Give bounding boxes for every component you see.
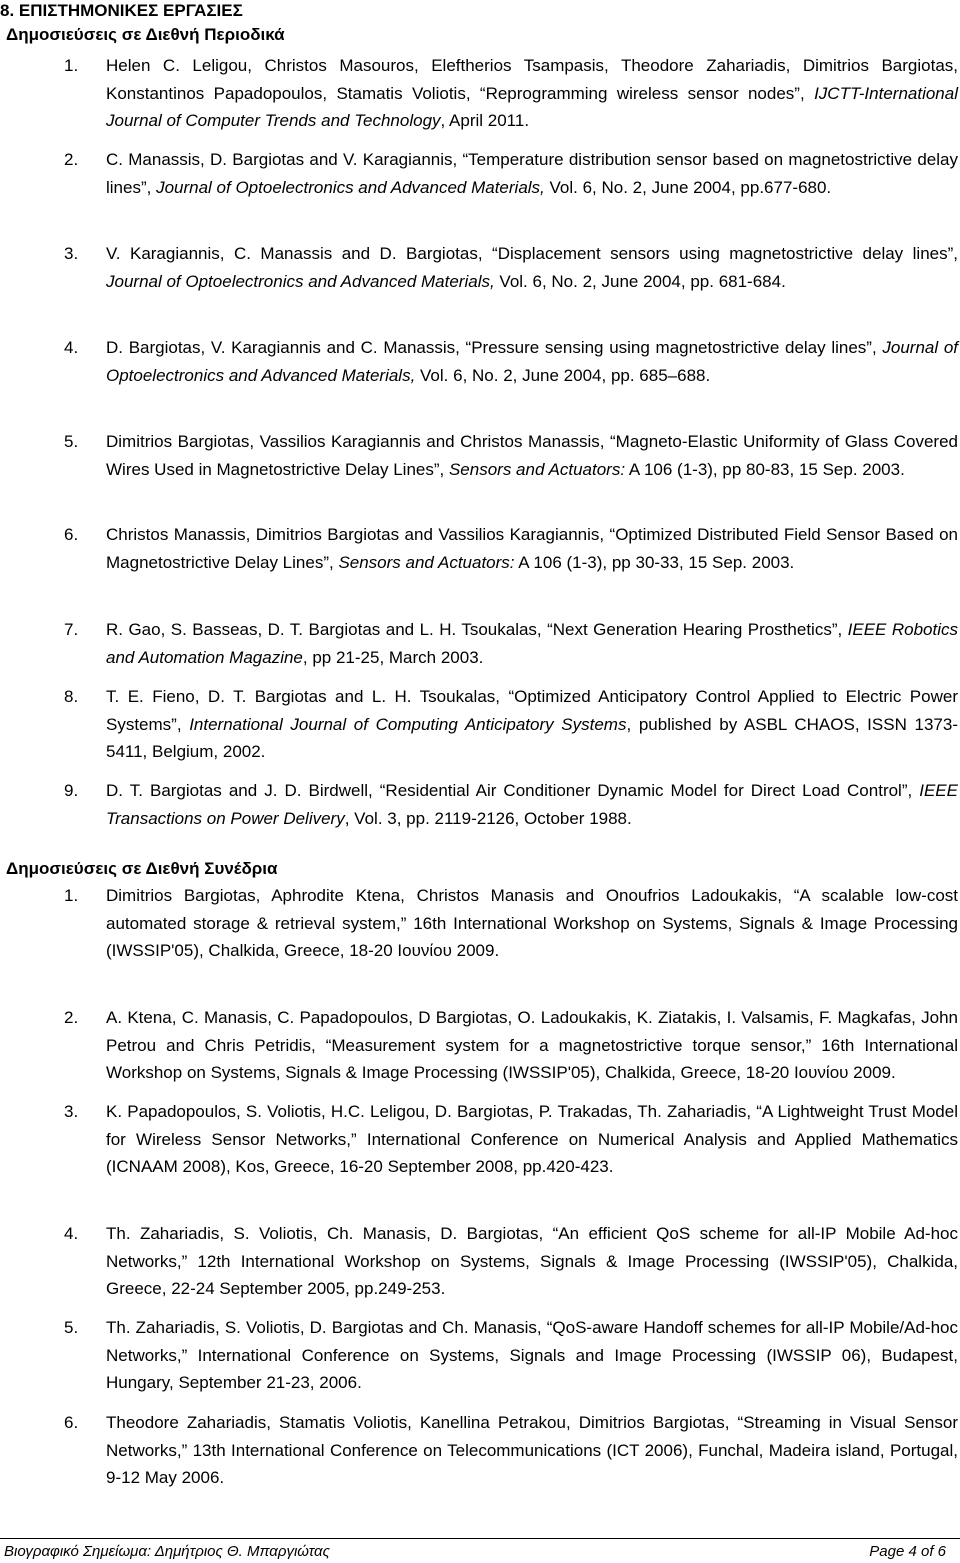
entry-number: 1. <box>64 56 79 75</box>
entry-number: 6. <box>64 1413 79 1432</box>
footer-rule <box>0 1538 960 1539</box>
entry-text: Christos Manassis, Dimitrios Bargiotas and Vassilios Karagiannis, “Optimized Distributed Field Sensor Based on Magnetostrictive Delay Lines”, <box>106 525 958 572</box>
journals-title: Δημοσιεύσεις σε Διεθνή Περιοδικά <box>6 25 285 44</box>
entry-number: 3. <box>64 1102 79 1121</box>
entry-text: Helen C. Leligou, Christos Masouros, Eleftherios Tsampasis, Theodore Zahariadis, Dimitrios Bargiotas, Konstantinos Papadopoulos, Stamatis Voliotis, “Reprogramming wireless sensor nodes”, <box>106 56 958 103</box>
entry-number: 4. <box>64 1224 79 1243</box>
journal-entry <box>64 616 958 671</box>
journal-entry <box>64 428 958 483</box>
entry-details: A 106 (1-3), pp 30-33, 15 Sep. 2003. <box>514 552 795 572</box>
journal-entry <box>64 521 958 576</box>
entry-number: 5. <box>64 1318 79 1337</box>
entry-number: 6. <box>64 525 79 544</box>
entry-text: R. Gao, S. Basseas, D. T. Bargiotas and L. H. Tsoukalas, “Next Generation Hearing Prosthetics”, <box>106 620 848 639</box>
entry-text: Theodore Zahariadis, Stamatis Voliotis, Kanellina Petrakou, Dimitrios Bargiotas, “Streaming in Visual Sensor Networks,” 13th International Conference on Telecommunications (ICT 2006), Funchal, Madeira island, Portugal, 9-12 May 2006. <box>106 1413 958 1487</box>
entry-venue: Sensors and Actuators: <box>338 552 515 572</box>
entry-text: Th. Zahariadis, S. Voliotis, D. Bargiotas and Ch. Manasis, “QoS-aware Handoff schemes for all-IP Mobile/Ad-hoc Networks,” International Conference on Systems, Signals and Image Processing (IWSSIP 06), Budapest, Hungary, September 21-23, 2006. <box>106 1318 958 1392</box>
entry-venue: Journal of Optoelectronics and Advanced Materials, <box>106 271 495 291</box>
entry-number: 5. <box>64 432 79 451</box>
entry-venue: Journal of Optoelectronics and Advanced Materials, <box>156 177 545 197</box>
entry-venue: IEEE Transactions on Power Delivery <box>106 781 958 828</box>
entry-text: D. Bargiotas, V. Karagiannis and C. Manassis, “Pressure sensing using magnetostrictive delay lines”, <box>106 338 883 357</box>
entry-venue: International Journal of Computing Anticipatory Systems <box>189 714 627 734</box>
entry-number: 9. <box>64 781 79 800</box>
entry-details: , Vol. 3, pp. 2119-2126, October 1988. <box>344 808 632 828</box>
entry-venue: IEEE Robotics and Automation Magazine <box>106 620 958 667</box>
entry-text: K. Papadopoulos, S. Voliotis, H.C. Leligou, D. Bargiotas, P. Trakadas, Th. Zahariadis, “A Lightweight Trust Model for Wireless Sensor Networks,” International Conference on Numerical Analysis and Applied Mathematics (ICNAAM 2008), Kos, Greece, 16-20 September 2008, pp.420-423. <box>106 1102 958 1176</box>
journal-entry <box>64 240 958 295</box>
entry-number: 2. <box>64 150 79 169</box>
conferences-title: Δημοσιεύσεις σε Διεθνή Συνέδρια <box>6 859 278 878</box>
entry-number: 3. <box>64 244 79 263</box>
entry-number: 2. <box>64 1008 79 1027</box>
journal-entry <box>64 334 958 389</box>
conference-entry <box>64 1098 958 1181</box>
entry-text: C. Manassis, D. Bargiotas and V. Karagiannis, “Temperature distribution sensor based on magnetostrictive delay lines”, <box>106 150 958 197</box>
journal-entry <box>64 52 958 135</box>
entry-text: D. T. Bargiotas and J. D. Birdwell, “Residential Air Conditioner Dynamic Model for Direct Load Control”, <box>106 781 920 800</box>
entry-number: 8. <box>64 687 79 706</box>
entry-details: Vol. 6, No. 2, June 2004, pp.677-680. <box>544 177 832 197</box>
entry-number: 7. <box>64 620 79 639</box>
entry-venue: IJCTT-International Journal of Computer Trends and Technology <box>106 83 958 130</box>
entry-text: Dimitrios Bargiotas, Vassilios Karagiannis and Christos Manassis, “Magneto-Elastic Uniformity of Glass Covered Wires Used in Magnetostrictive Delay Lines”, <box>106 432 958 479</box>
entry-text: Th. Zahariadis, S. Voliotis, Ch. Manasis, D. Bargiotas, “An efficient QoS scheme for all-IP Mobile Ad-hoc Networks,” 12th International Workshop on Systems, Signals & Image Processing (IWSSIP'05), Chalkida, Greece, 22-24 September 2005, pp.249-253. <box>106 1224 958 1298</box>
entry-details: , pp 21-25, March 2003. <box>302 647 484 667</box>
journal-entry <box>64 683 958 766</box>
entry-details: A 106 (1-3), pp 80-83, 15 Sep. 2003. <box>625 459 905 479</box>
conference-entry <box>64 1220 958 1303</box>
page-number: Page 4 of 6 <box>869 1543 946 1560</box>
entry-venue: Journal of Optoelectronics and Advanced Materials, <box>106 338 958 385</box>
journal-entry <box>64 777 958 832</box>
entry-details: , April 2011. <box>440 111 530 130</box>
conference-entry <box>64 1004 958 1087</box>
entry-venue: Sensors and Actuators: <box>448 459 626 479</box>
entry-number: 4. <box>64 338 79 357</box>
section-heading: 8. ΕΠΙΣΤΗΜΟΝΙΚΕΣ ΕΡΓΑΣΙΕΣ <box>0 1 243 20</box>
conference-entry <box>64 882 958 965</box>
footer-title: Βιογραφικό Σημείωμα: Δημήτριος Θ. Μπαργιώτας <box>4 1543 330 1560</box>
conference-entry <box>64 1409 958 1492</box>
entry-details: Vol. 6, No. 2, June 2004, pp. 685–688. <box>415 365 711 385</box>
entry-text: A. Ktena, C. Manasis, C. Papadopoulos, D Bargiotas, O. Ladoukakis, K. Ziatakis, I. Valsamis, F. Magkafas, John Petrou and Chris Petridis, “Measurement system for a magnetostrictive torque sensor,” 16th International Workshop on Systems, Signals & Image Processing (IWSSIP'05), Chalkida, Greece, 18-20 Ιουνίου 2009. <box>106 1008 958 1082</box>
entry-details: Vol. 6, No. 2, June 2004, pp. 681-684. <box>494 271 786 291</box>
journal-entry <box>64 146 958 201</box>
entry-number: 1. <box>64 886 79 905</box>
entry-text: T. E. Fieno, D. T. Bargiotas and L. H. Tsoukalas, “Optimized Anticipatory Control Applied to Electric Power Systems”, <box>106 687 958 734</box>
entry-text: V. Karagiannis, C. Manassis and D. Bargiotas, “Displacement sensors using magnetostrictive delay lines”, <box>106 244 958 263</box>
entry-text: Dimitrios Bargiotas, Aphrodite Ktena, Christos Manasis and Onoufrios Ladoukakis, “A scalable low-cost automated storage & retrieval system,” 16th International Workshop on Systems, Signals & Image Processing (IWSSIP'05), Chalkida, Greece, 18-20 Ιουνίου 2009. <box>106 886 958 960</box>
entry-details: , published by ASBL CHAOS, ISSN 1373-5411, Belgium, 2002. <box>106 714 958 761</box>
conference-entry <box>64 1314 958 1397</box>
